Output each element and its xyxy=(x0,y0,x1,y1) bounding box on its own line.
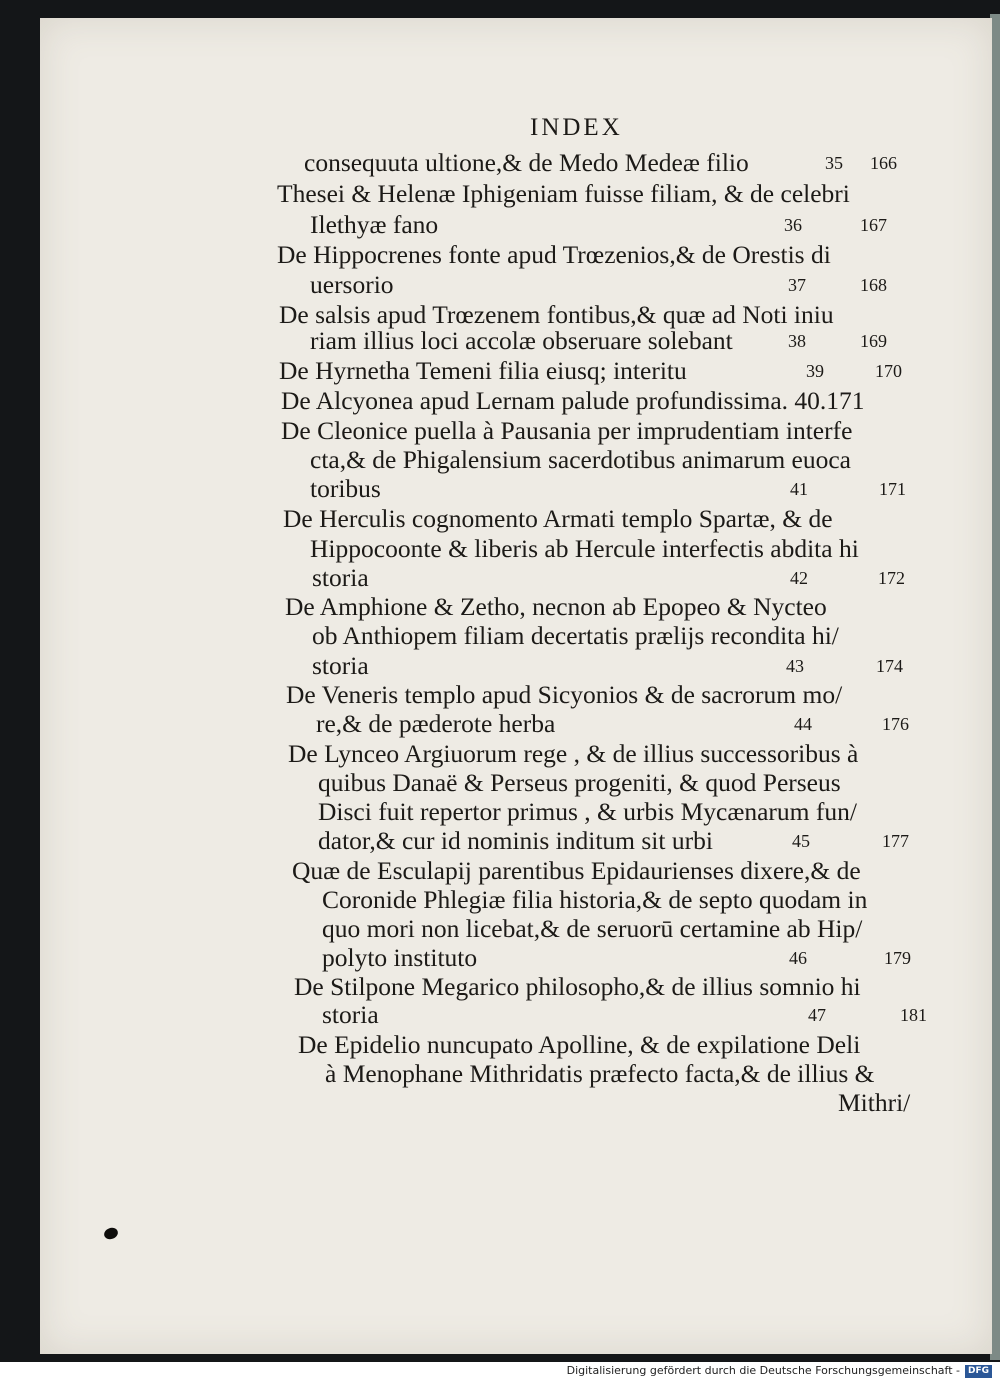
footer-credit: Digitalisierung gefördert durch die Deutsche Forschungsgemeinschaft - xyxy=(566,1364,960,1377)
index-line xyxy=(310,210,887,240)
index-line-text: De Veneris templo apud Sicyonios & de sacrorum mo/ xyxy=(286,680,843,709)
index-line xyxy=(292,856,861,886)
index-line xyxy=(312,621,839,651)
index-line xyxy=(285,592,827,622)
index-line xyxy=(281,416,852,446)
index-line-text: Hippocoonte & liberis ab Hercule interfectis abdita hi xyxy=(310,534,859,563)
index-line-text: De Epidelio nuncupato Apolline, & de expilatione Deli xyxy=(298,1030,861,1059)
index-line xyxy=(286,680,842,710)
page-number: 167 xyxy=(860,215,887,235)
page-number: 181 xyxy=(900,1005,927,1025)
index-line xyxy=(310,326,887,356)
chapter-number: 41 xyxy=(790,479,808,499)
chapter-number: 43 xyxy=(786,656,804,676)
index-line xyxy=(288,739,858,769)
index-line-text: à Menophane Mithridatis præfecto facta,& de illius & xyxy=(325,1059,875,1088)
page-number: 169 xyxy=(860,331,887,351)
index-line xyxy=(325,1059,875,1089)
index-line-text: Coronide Phlegiæ filia historia,& de septo quodam in xyxy=(322,885,868,914)
index-line xyxy=(304,148,897,178)
chapter-number: 42 xyxy=(790,568,808,588)
index-line-text: De salsis apud Trœzenem fontibus,& quæ ad Noti iniu xyxy=(279,300,834,329)
index-line-text: storia xyxy=(312,651,369,680)
index-line-text: dator,& cur id nominis inditum sit urbi xyxy=(318,826,713,855)
chapter-number: 36 xyxy=(784,215,802,235)
index-line-text: De Amphione & Zetho, necnon ab Epopeo & Nycteo xyxy=(285,592,827,621)
chapter-number: 44 xyxy=(794,714,812,734)
index-line-text: De Hyrnetha Temeni filia eiusq; interitu xyxy=(279,356,687,385)
page-number: 171 xyxy=(879,479,906,499)
chapter-number: 45 xyxy=(792,831,810,851)
index-line-text: Quæ de Esculapij parentibus Epidaurienses dixere,& de xyxy=(292,856,861,885)
index-line xyxy=(294,972,861,1002)
page-number: 166 xyxy=(870,153,897,173)
index-line-text: storia xyxy=(322,1000,379,1029)
index-line-text: De Stilpone Megarico philosopho,& de illius somnio hi xyxy=(294,972,861,1001)
catchword-text: Mithri/ xyxy=(838,1088,911,1117)
chapter-number: 38 xyxy=(788,331,806,351)
chapter-number: 39 xyxy=(806,361,824,381)
index-line-text: De Hippocrenes fonte apud Trœzenios,& de Orestis di xyxy=(277,240,831,269)
index-line-text: De Herculis cognomento Armati templo Spartæ, & de xyxy=(283,504,833,533)
index-line xyxy=(283,504,833,534)
index-line-text: storia xyxy=(312,563,369,592)
index-line-text: polyto instituto xyxy=(322,943,478,972)
index-line-text: Ilethyæ fano xyxy=(310,210,439,239)
index-line-text: uersorio xyxy=(310,270,394,299)
page-number: 176 xyxy=(882,714,909,734)
index-line xyxy=(310,474,906,504)
index-line-text: consequuta ultione,& de Medo Medeæ filio xyxy=(304,148,749,177)
index-line-text: Thesei & Helenæ Iphigeniam fuisse filiam, & de celebri xyxy=(277,179,850,208)
digitization-footer xyxy=(0,1362,1000,1382)
index-line xyxy=(281,386,865,416)
page-number: 170 xyxy=(875,361,902,381)
index-line xyxy=(277,179,850,209)
index-line xyxy=(277,240,831,270)
chapter-number: 37 xyxy=(788,275,806,295)
index-line-text: quo mori non licebat,& de seruorū certamine ab Hip/ xyxy=(322,914,863,943)
index-line-text: cta,& de Phigalensium sacerdotibus animarum euoca xyxy=(310,445,852,474)
index-line xyxy=(310,534,859,564)
page-number: 168 xyxy=(860,275,887,295)
chapter-number: 46 xyxy=(789,948,807,968)
catchword xyxy=(838,1088,910,1118)
index-line xyxy=(312,651,903,681)
index-line-text: re,& de pæderote herba xyxy=(316,709,556,738)
index-line xyxy=(298,1030,860,1060)
index-line-text: riam illius loci accolæ obseruare solebant xyxy=(310,326,733,355)
index-line-text: De Alcyonea apud Lernam palude profundissima. 40.171 xyxy=(281,386,865,415)
index-line-text: De Lynceo Argiuorum rege , & de illius successoribus à xyxy=(288,739,859,768)
index-line-text: ob Anthiopem filiam decertatis prælijs recondita hi/ xyxy=(312,621,839,650)
page-number: 179 xyxy=(884,948,911,968)
index-line-text: toribus xyxy=(310,474,381,503)
index-line xyxy=(318,797,857,827)
index-line xyxy=(322,885,867,915)
index-line xyxy=(322,1000,927,1030)
index-line-text: Disci fuit repertor primus , & urbis Mycænarum fun/ xyxy=(318,797,857,826)
index-line xyxy=(322,943,911,973)
chapter-number: 35 xyxy=(825,153,843,173)
page-number: 174 xyxy=(876,656,903,676)
index-line xyxy=(279,356,902,386)
index-line xyxy=(318,768,841,798)
index-line xyxy=(310,445,851,475)
index-line-text: quibus Danaë & Perseus progeniti, & quod Perseus xyxy=(318,768,841,797)
index-line xyxy=(318,826,909,856)
index-line xyxy=(316,709,909,739)
index-line xyxy=(322,914,862,944)
index-line xyxy=(312,563,905,593)
chapter-number: 47 xyxy=(808,1005,826,1025)
index-line xyxy=(310,270,887,300)
running-head: INDEX xyxy=(530,114,623,141)
page-number: 172 xyxy=(878,568,905,588)
page-number: 177 xyxy=(882,831,909,851)
index-line-text: De Cleonice puella à Pausania per imprudentiam interfe xyxy=(281,416,853,445)
dfg-logo: DFG xyxy=(965,1365,992,1378)
